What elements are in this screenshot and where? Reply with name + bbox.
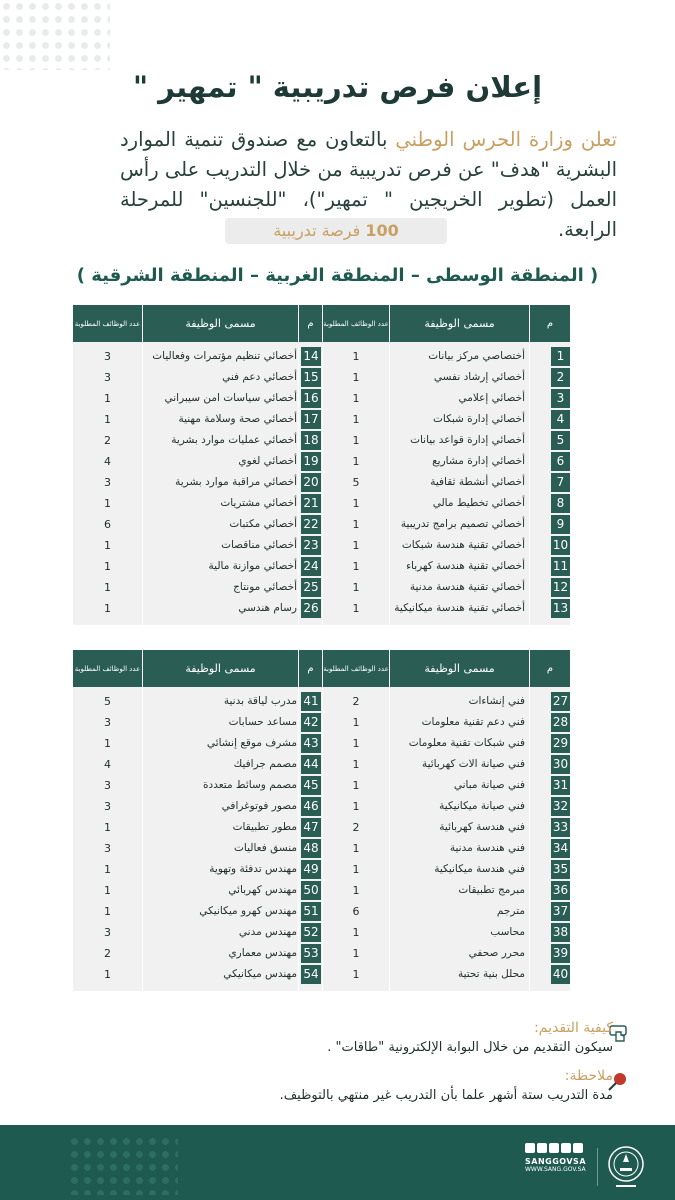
row-number: 28: [551, 713, 570, 732]
jobs-table-2: [73, 650, 570, 991]
row-number: 54: [301, 965, 321, 984]
intro-highlight: تعلن وزارة الحرس الوطني: [395, 128, 618, 151]
header-separator: [142, 305, 143, 342]
job-title: أخصائي سياسات امن سيبراني: [164, 392, 297, 404]
row-number: 24: [301, 557, 321, 576]
social-icons: [525, 1143, 595, 1153]
row-number: 14: [301, 347, 321, 366]
required-count: 1: [104, 905, 111, 918]
job-title: محلل بنية تحتية: [457, 968, 525, 980]
job-title: أخصائي صحة وسلامة مهنية: [178, 413, 297, 425]
job-title: مبرمج تطبيقات: [458, 884, 525, 896]
header-required-count: عدد الوظائف المطلوبة: [323, 319, 389, 328]
row-number: 44: [301, 755, 321, 774]
row-number: 45: [301, 776, 321, 795]
job-title: أخصائي تقنية هندسة كهرباء: [406, 560, 525, 572]
required-count: 1: [352, 947, 360, 960]
required-count: 3: [104, 779, 111, 792]
required-count: 5: [104, 695, 111, 708]
required-count: 1: [104, 539, 111, 552]
job-title: أخصائي تقنية هندسة ميكانيكية: [394, 602, 525, 614]
required-count: 3: [104, 716, 111, 729]
required-count: 2: [352, 821, 360, 834]
required-count: 3: [104, 476, 111, 489]
required-count: 1: [352, 434, 360, 447]
job-title: مهندس معماري: [228, 947, 297, 959]
table-body: [73, 342, 570, 625]
required-count: 1: [352, 800, 360, 813]
job-title: أخصائي لغوي: [238, 455, 297, 467]
job-title: مشرف موقع إنشائي: [206, 737, 297, 749]
required-count: 1: [352, 779, 360, 792]
row-number: 32: [551, 797, 570, 816]
header-separator: [529, 650, 530, 687]
row-number: 12: [551, 578, 570, 597]
how-to-apply: [193, 1020, 613, 1055]
row-number: 38: [551, 923, 570, 942]
row-number: 41: [301, 692, 321, 711]
linkedin-icon[interactable]: [573, 1143, 583, 1153]
job-title: أخصائي دعم فني: [222, 371, 297, 383]
job-title: أخصائي تقنية هندسة شبكات: [401, 539, 525, 551]
national-guard-emblem-icon: [602, 1142, 650, 1192]
header-number: م: [546, 318, 554, 329]
row-number: 6: [551, 452, 570, 471]
required-count: 1: [352, 602, 360, 615]
row-number: 50: [301, 881, 321, 900]
row-number: 39: [551, 944, 570, 963]
required-count: 1: [352, 497, 360, 510]
row-number: 1: [551, 347, 570, 366]
row-number: 33: [551, 818, 570, 837]
snapchat-icon[interactable]: [561, 1143, 571, 1153]
row-number: 34: [551, 839, 570, 858]
column-separator: [298, 687, 299, 991]
required-count: 1: [104, 737, 111, 750]
required-count: 5: [352, 476, 360, 489]
row-number: 40: [551, 965, 570, 984]
row-number: 15: [301, 368, 321, 387]
column-separator: [389, 342, 390, 625]
job-title: فني دعم تقنية معلومات: [421, 716, 525, 728]
row-number: 52: [301, 923, 321, 942]
row-number: 19: [301, 452, 321, 471]
row-number: 29: [551, 734, 570, 753]
youtube-icon[interactable]: [549, 1143, 559, 1153]
job-title: أخصائي إدارة شبكات: [433, 413, 525, 425]
table-header: [73, 650, 570, 687]
required-count: 3: [104, 350, 111, 363]
note-label: ملاحظة:: [564, 1068, 613, 1084]
row-number: 13: [551, 599, 570, 618]
required-count: 1: [104, 821, 111, 834]
required-count: 1: [104, 413, 111, 426]
how-to-apply-label: كيفية التقديم:: [534, 1020, 613, 1036]
column-separator: [322, 342, 323, 625]
header-separator: [298, 305, 299, 342]
table-header: [73, 305, 570, 342]
job-title: رسام هندسي: [238, 602, 297, 614]
job-title: مهندس تدفئة وتهوية: [209, 863, 297, 875]
header-job-title: مسمى الوظيفة: [424, 317, 495, 330]
required-count: 1: [352, 455, 360, 468]
job-title: أخصائي موازنة مالية: [208, 560, 297, 572]
twitter-icon[interactable]: [525, 1143, 535, 1153]
required-count: 1: [352, 560, 360, 573]
row-number: 22: [301, 515, 321, 534]
job-title: فني إنشاءات: [468, 695, 525, 707]
job-title: مساعد حسابات: [228, 716, 297, 728]
header-separator: [389, 305, 390, 342]
job-title: مترجم: [496, 905, 525, 917]
row-number: 49: [301, 860, 321, 879]
row-number: 10: [551, 536, 570, 555]
header-separator: [322, 305, 323, 342]
note-section: [193, 1068, 613, 1103]
job-title: مصمم جرافيك: [233, 758, 297, 770]
job-title: أخصائي مراقبة موارد بشرية: [175, 476, 297, 488]
job-title: أخصائي مكتبات: [229, 518, 297, 530]
row-number: 21: [301, 494, 321, 513]
job-title: مهندس كهربائي: [228, 884, 297, 896]
count-number: 100: [365, 221, 399, 240]
required-count: 1: [104, 560, 111, 573]
required-count: 1: [352, 716, 360, 729]
header-job-title: مسمى الوظيفة: [185, 317, 256, 330]
job-title: مهندس ميكانيكي: [223, 968, 297, 980]
job-title: أخصائي تصميم برامج تدريبية: [400, 518, 525, 530]
opportunities-count-badge: [225, 218, 447, 244]
row-number: 42: [301, 713, 321, 732]
required-count: 6: [352, 905, 360, 918]
header-required-count: عدد الوظائف المطلوبة: [74, 664, 141, 673]
required-count: 1: [352, 392, 360, 405]
count-label: فرصة تدريبية: [273, 221, 361, 240]
row-number: 51: [301, 902, 321, 921]
header-required-count: عدد الوظائف المطلوبة: [74, 319, 141, 328]
row-number: 26: [301, 599, 321, 618]
required-count: 1: [104, 968, 111, 981]
row-number: 11: [551, 557, 570, 576]
row-number: 47: [301, 818, 321, 837]
job-title: مدرب لياقة بدنية: [223, 695, 297, 707]
intro-text: بالتعاون مع صندوق تنمية الموارد البشرية "هدف" عن فرص تدريبية من خلال التدريب على رأس العمل (تطوير الخريجين " تمهير")، "للجنسين" للمرحلة الرابعة.: [120, 128, 617, 241]
decorative-dots-bottom: [68, 1135, 178, 1195]
job-title: مطور تطبيقات: [232, 821, 297, 833]
job-title: مصمم وسائط متعددة: [203, 779, 297, 791]
required-count: 1: [104, 863, 111, 876]
required-count: 2: [104, 434, 111, 447]
required-count: 1: [352, 842, 360, 855]
how-to-apply-text: سيكون التقديم من خلال البوابة الإلكترونية "طاقات" .: [327, 1040, 613, 1055]
header-separator: [322, 650, 323, 687]
page-title: إعلان فرص تدريبية " تمهير ": [132, 70, 543, 104]
row-number: 43: [301, 734, 321, 753]
required-count: 1: [352, 413, 360, 426]
required-count: 1: [352, 539, 360, 552]
job-title: فني هندسة مدنية: [449, 842, 525, 854]
table-body: [73, 687, 570, 991]
column-separator: [142, 687, 143, 991]
job-title: محاسب: [490, 926, 525, 938]
required-count: 1: [352, 926, 360, 939]
job-title: فني صيانة مباني: [453, 779, 525, 791]
required-count: 1: [352, 737, 360, 750]
row-number: 2: [551, 368, 570, 387]
job-title: أخصائي مونتاج: [233, 581, 297, 593]
job-title: أختصاصي مركز بيانات: [428, 350, 525, 362]
row-number: 3: [551, 389, 570, 408]
row-number: 17: [301, 410, 321, 429]
footer-divider: [597, 1148, 598, 1186]
required-count: 1: [104, 392, 111, 405]
job-title: مهندس مدني: [238, 926, 297, 938]
website-link[interactable]: WWW.SANG.GOV.SA: [525, 1166, 586, 1173]
column-separator: [298, 342, 299, 625]
row-number: 25: [301, 578, 321, 597]
required-count: 3: [104, 926, 111, 939]
required-count: 1: [352, 758, 360, 771]
required-count: 4: [104, 758, 111, 771]
column-separator: [322, 687, 323, 991]
required-count: 2: [104, 947, 111, 960]
jobs-table-1: [73, 305, 570, 625]
required-count: 1: [104, 884, 111, 897]
header-required-count: عدد الوظائف المطلوبة: [323, 664, 389, 673]
row-number: 30: [551, 755, 570, 774]
job-title: محرر صحفي: [468, 947, 525, 959]
job-title: مصور فوتوغرافي: [221, 800, 297, 812]
required-count: 1: [352, 968, 360, 981]
header-separator: [142, 650, 143, 687]
required-count: 1: [104, 581, 111, 594]
row-number: 53: [301, 944, 321, 963]
social-handle[interactable]: SANGGOVSA: [525, 1157, 587, 1166]
row-number: 8: [551, 494, 570, 513]
header-job-title: مسمى الوظيفة: [424, 662, 495, 675]
job-title: أخصائي مناقصات: [221, 539, 297, 551]
job-title: منسق فعاليات: [234, 842, 297, 854]
row-number: 35: [551, 860, 570, 879]
row-number: 37: [551, 902, 570, 921]
instagram-icon[interactable]: [537, 1143, 547, 1153]
job-title: فني هندسة كهربائية: [439, 821, 525, 833]
required-count: 2: [352, 695, 360, 708]
job-title: أخصائي مشتريات: [220, 497, 297, 509]
column-separator: [142, 342, 143, 625]
row-number: 7: [551, 473, 570, 492]
job-title: أخصائي إدارة قواعد بيانات: [410, 434, 525, 446]
row-number: 5: [551, 431, 570, 450]
header-number: م: [307, 318, 314, 329]
row-number: 36: [551, 881, 570, 900]
header-separator: [529, 305, 530, 342]
job-title: فني صيانة الات كهربائية: [421, 758, 525, 770]
required-count: 3: [104, 371, 111, 384]
job-title: أخصائي إدارة مشاريع: [432, 455, 525, 467]
row-number: 18: [301, 431, 321, 450]
required-count: 4: [104, 455, 111, 468]
job-title: أخصائي عمليات موارد بشرية: [171, 434, 297, 446]
job-title: فني صيانة ميكانيكية: [439, 800, 525, 812]
job-title: أخصائي تخطيط مالي: [432, 497, 525, 509]
job-title: أخصائي إعلامي: [458, 392, 525, 404]
required-count: 1: [104, 497, 111, 510]
required-count: 3: [104, 842, 111, 855]
column-separator: [529, 342, 530, 625]
note-text: مدة التدريب ستة أشهر علما بأن التدريب غير منتهي بالتوظيف.: [279, 1088, 613, 1103]
row-number: 46: [301, 797, 321, 816]
footer-brand: [525, 1143, 595, 1173]
column-separator: [389, 687, 390, 991]
job-title: أخصائي تقنية هندسة مدنية: [409, 581, 525, 593]
row-number: 20: [301, 473, 321, 492]
required-count: 3: [104, 800, 111, 813]
decorative-dots-top: [0, 0, 110, 70]
job-title: أخصائي تنظيم مؤتمرات وفعاليات: [152, 350, 297, 362]
required-count: 1: [352, 518, 360, 531]
header-separator: [298, 650, 299, 687]
required-count: 1: [352, 863, 360, 876]
row-number: 16: [301, 389, 321, 408]
row-number: 31: [551, 776, 570, 795]
required-count: 6: [104, 518, 111, 531]
header-number: م: [546, 663, 554, 674]
required-count: 1: [352, 884, 360, 897]
job-title: فني شبكات تقنية معلومات: [408, 737, 525, 749]
column-separator: [529, 687, 530, 991]
row-number: 9: [551, 515, 570, 534]
header-number: م: [307, 663, 314, 674]
header-separator: [389, 650, 390, 687]
row-number: 48: [301, 839, 321, 858]
required-count: 1: [352, 350, 360, 363]
header-job-title: مسمى الوظيفة: [185, 662, 256, 675]
job-title: أخصائي أنشطة ثقافية: [430, 476, 525, 488]
row-number: 23: [301, 536, 321, 555]
job-title: أخصائي إرشاد نفسي: [433, 371, 525, 383]
job-title: فني هندسة ميكانيكية: [434, 863, 525, 875]
row-number: 4: [551, 410, 570, 429]
row-number: 27: [551, 692, 570, 711]
required-count: 1: [352, 581, 360, 594]
required-count: 1: [104, 602, 111, 615]
required-count: 1: [352, 371, 360, 384]
job-title: مهندس كهرو ميكانيكي: [199, 905, 297, 917]
regions-heading: ( المنطقة الوسطى – المنطقة الغربية – المنطقة الشرقية ): [76, 265, 599, 286]
